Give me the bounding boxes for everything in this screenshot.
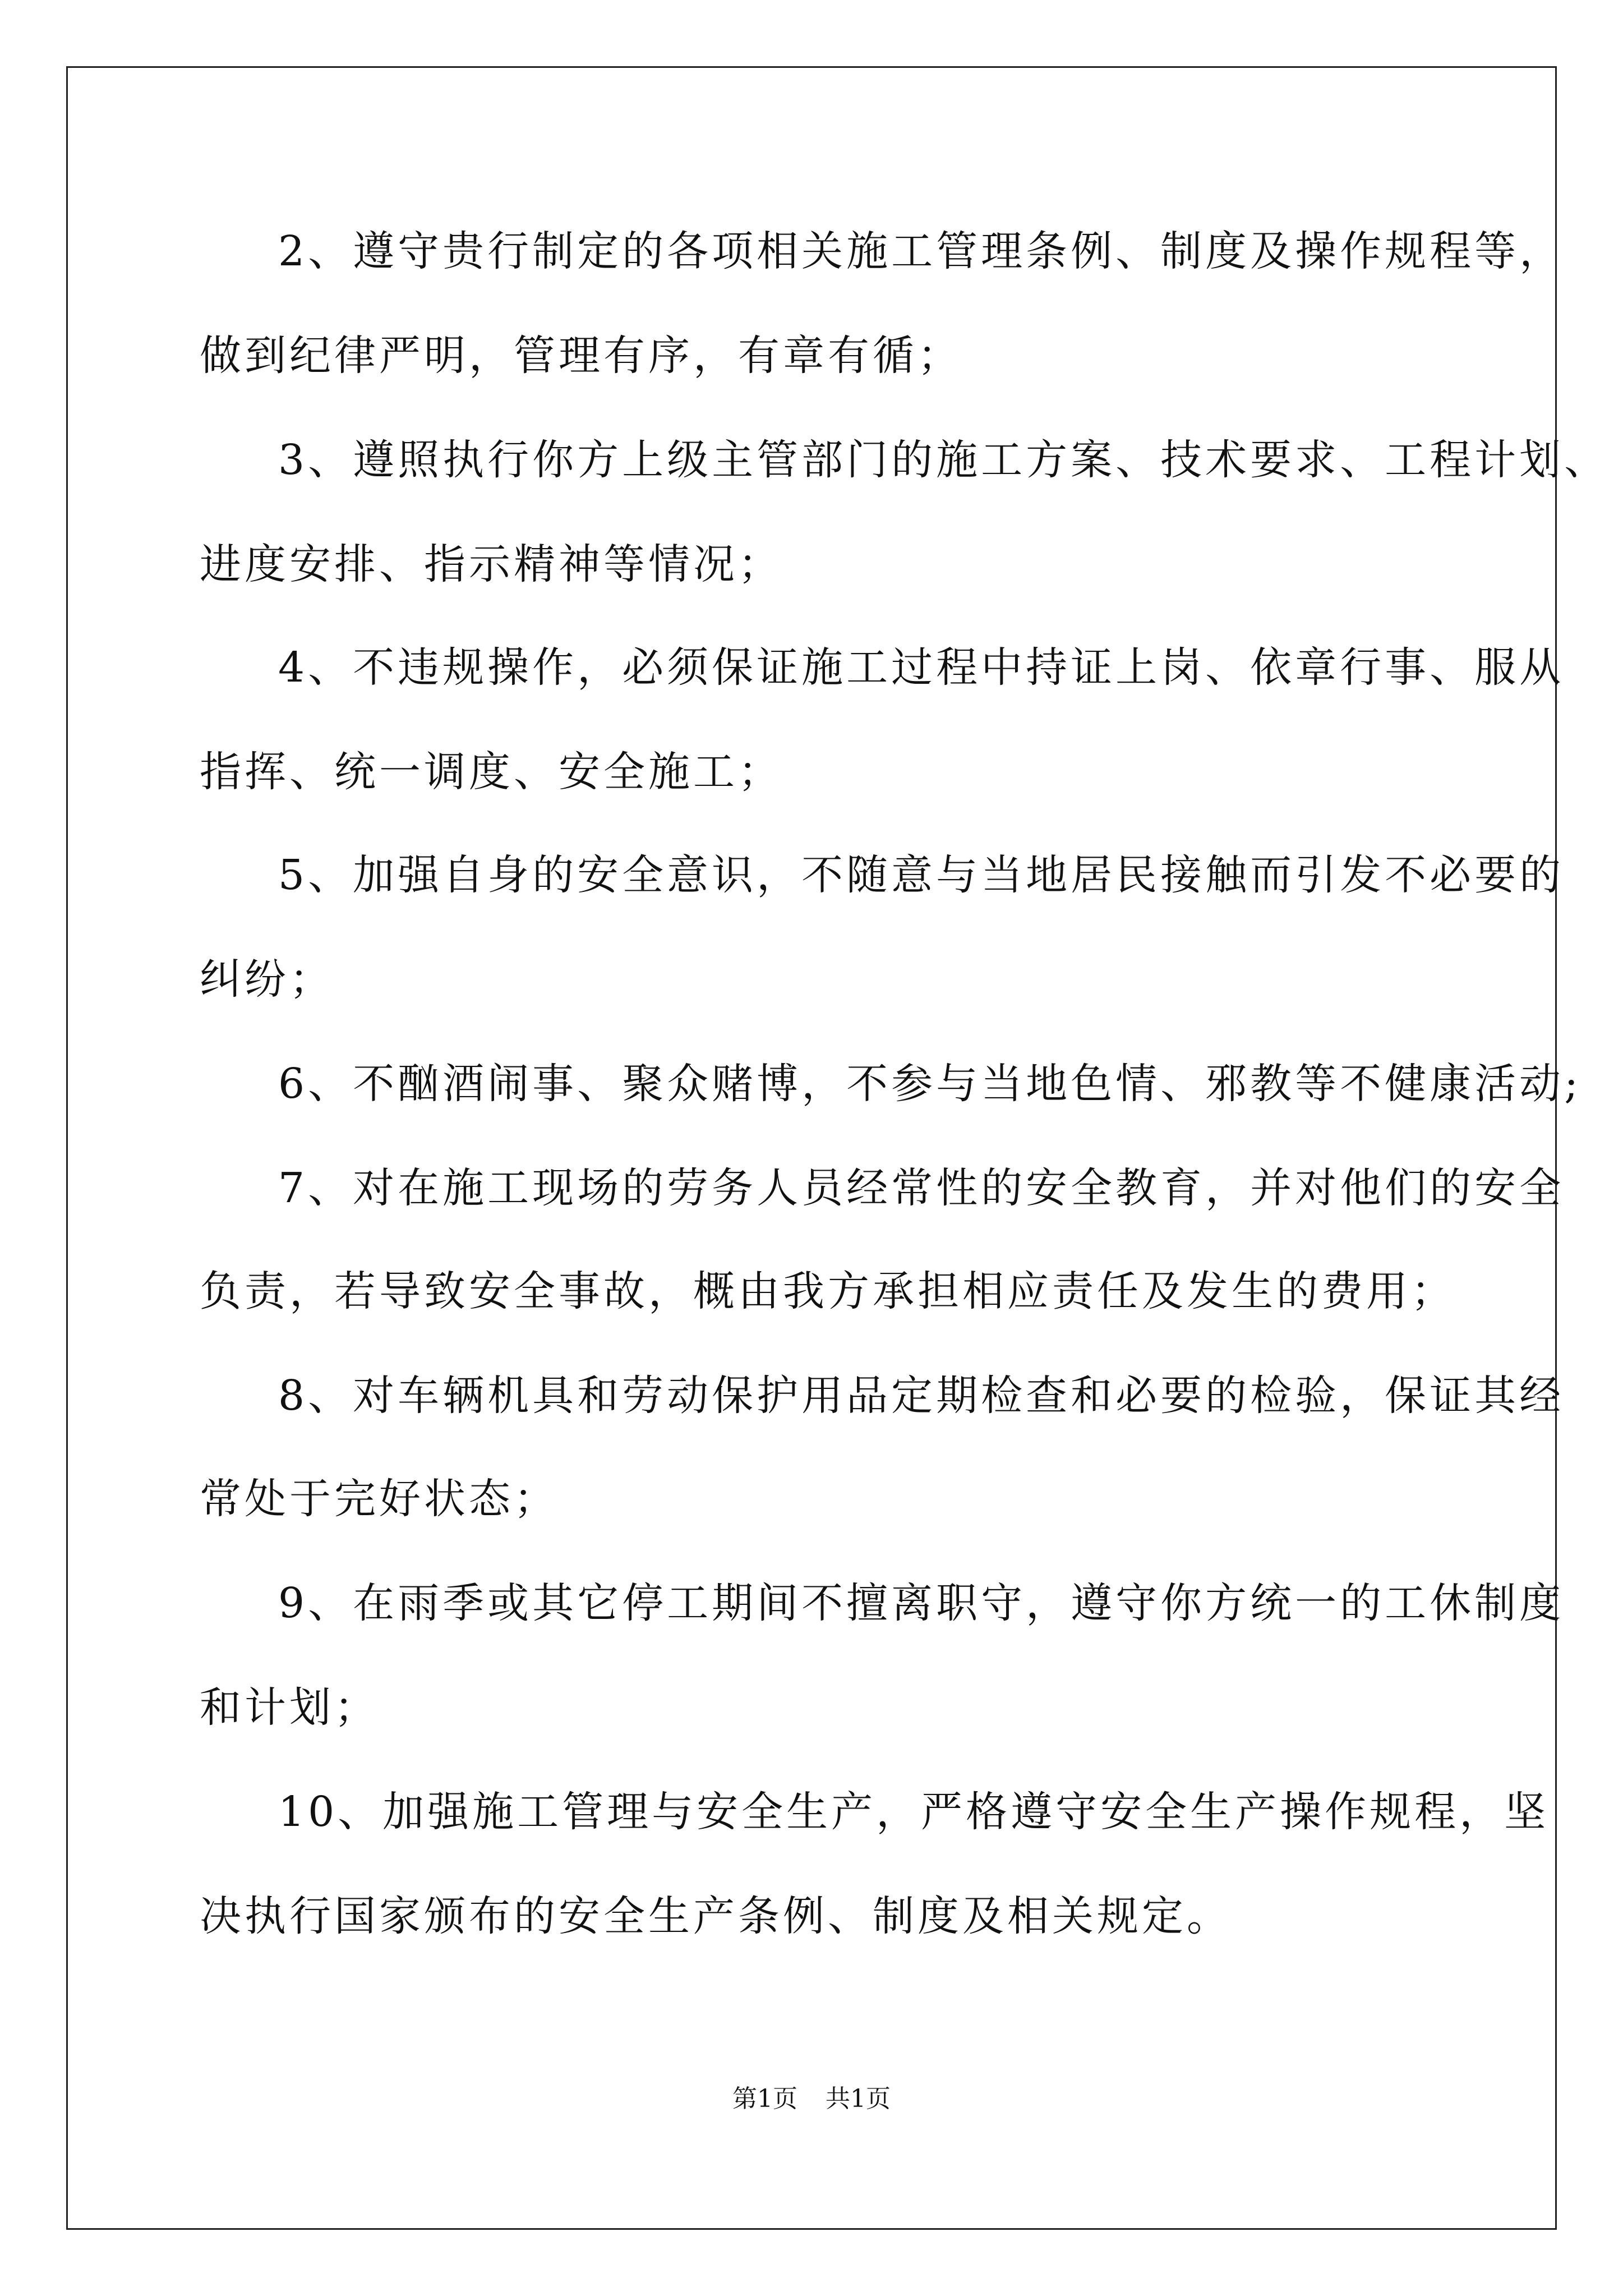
paragraph-line: 9、在雨季或其它停工期间不擅离职守，遵守你方统一的工休制度 [278, 1579, 1565, 1627]
paragraph-line: 6、不酗酒闹事、聚众赌博，不参与当地色情、邪教等不健康活动; [278, 1060, 1582, 1108]
page-number-current: 第1页 [732, 2085, 797, 2113]
paragraph-line: 10、加强施工管理与安全生产，严格遵守安全生产操作规程，坚 [278, 1788, 1550, 1836]
page-footer [0, 2082, 1623, 2116]
paragraph-line: 2、遵守贵行制定的各项相关施工管理条例、制度及操作规程等， [278, 227, 1565, 275]
paragraph-line: 纠纷； [200, 955, 334, 1004]
paragraph-line: 8、对车辆机具和劳动保护用品定期检查和必要的检验，保证其经 [278, 1372, 1565, 1420]
paragraph-line: 指挥、统一调度、安全施工； [200, 748, 783, 796]
paragraph-line: 决执行国家颁布的安全生产条例、制度及相关规定。 [200, 1892, 1232, 1940]
paragraph-line: 和计划； [200, 1683, 379, 1732]
paragraph-line: 4、不违规操作，必须保证施工过程中持证上岗、依章行事、服从 [278, 643, 1565, 692]
paragraph-line: 7、对在施工现场的劳务人员经常性的安全教育，并对他们的安全 [278, 1164, 1565, 1212]
paragraph-line: 常处于完好状态； [200, 1475, 559, 1523]
paragraph-line: 负责，若导致安全事故，概由我方承担相应责任及发生的费用； [200, 1267, 1456, 1315]
paragraph-line: 3、遵照执行你方上级主管部门的施工方案、技术要求、工程计划、 [278, 436, 1610, 484]
page-number-total: 共1页 [826, 2085, 891, 2113]
paragraph-line: 进度安排、指示精神等情况； [200, 540, 783, 588]
paragraph-line: 做到纪律严明，管理有序，有章有循； [200, 332, 962, 380]
paragraph-line: 5、加强自身的安全意识，不随意与当地居民接触而引发不必要的 [278, 851, 1565, 899]
